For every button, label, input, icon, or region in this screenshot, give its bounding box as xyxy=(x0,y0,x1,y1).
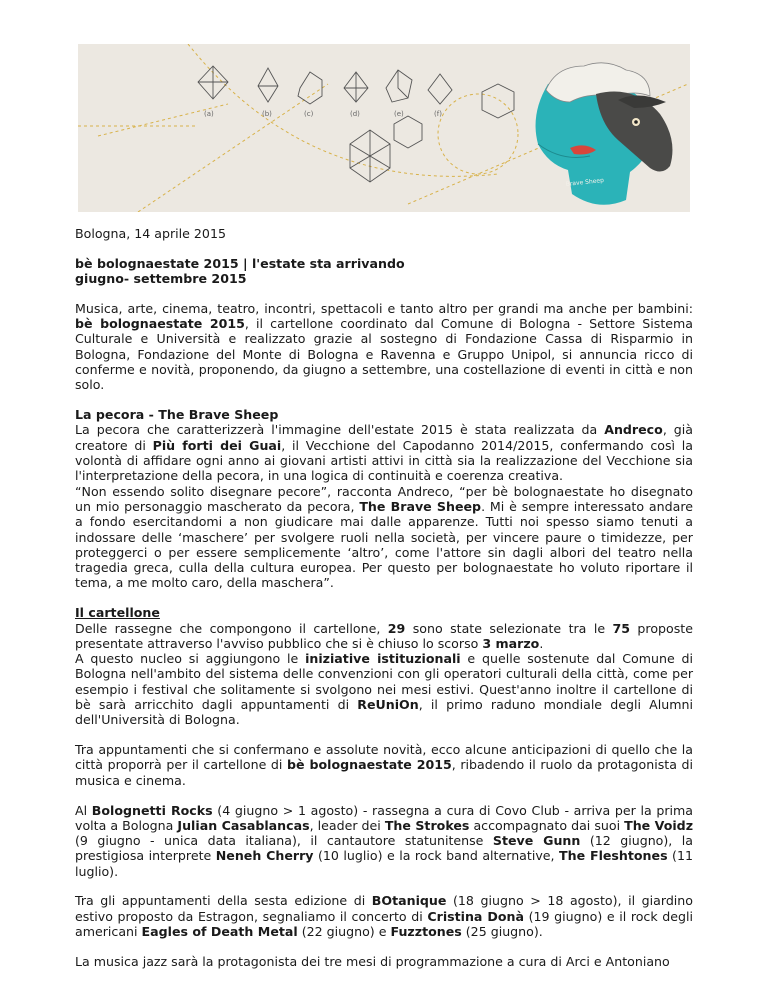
release-title: bè bolognaestate 2015 | l'estate sta arrivando xyxy=(75,255,405,271)
anticipazioni-paragraph: Tra appuntamenti che si confermano e assolute novità, ecco alcune anticipazioni di quello che la città proporrà per il cartellone di bè bolognaestate 2015, ribadendo il ruolo da protagonista di musica e cinema. xyxy=(75,742,693,788)
bolognetti-paragraph: Al Bolognetti Rocks (4 giugno > 1 agosto) - rassegna a cura di Covo Club - arriva per la prima volta a Bologna Julian Casablancas, leader dei The Strokes accompagnato dai suoi The Voidz (9 giugno - unica data italiana), il cantautore statunitense Steve Gunn (12 giugno), la prestigiosa interprete Neneh Cherry (10 luglio) e la rock band alternative, The Fleshtones (11 luglio). xyxy=(75,802,694,879)
intro-paragraph: Musica, arte, cinema, teatro, incontri, spettacoli e tanto altro per grandi ma anche per bambini: bè bolognaestate 2015, il cartellone coordinato dal Comune di Bologna - Settore Sistema Culturale e Università e realizzato grazie al sostegno di Fondazione Cassa di Risparmio in Bologna, Fondazione del Monte di Bologna e Ravenna e Gruppo Unipol, si annuncia ricco di conferme e novità, proponendo, da giugno a settembre, una costellazione di eventi in città e non solo. xyxy=(75,300,694,393)
letter-b: (b) xyxy=(262,110,272,118)
jazz-paragraph: La musica jazz sarà la protagonista dei tre mesi di programmazione a cura di Arci e Antoniano xyxy=(75,953,670,969)
sheep-paragraph-2: “Non essendo solito disegnare pecore”, racconta Andreco, “per bè bolognaestate ho disegnato un mio personaggio mascherato da pecora, The Brave Sheep. Mi è sempre interessato andare a fondo esercitandomi a non giudicare mai dalle apparenze. Tutti noi spesso siamo tenuti a indossare delle ‘maschere’ per svolgere ruoli nella società, per vincere paure o timidezze, per proteggerci o per essere semplicemente ‘altro’, come l'attore sin dagli albori del teatro nella tragedia greca, culla della cultura europea. Per questo per bolognaestate ho voluto riportare il tema, a me molto caro, della maschera”. xyxy=(75,483,693,591)
letter-c: (c) xyxy=(304,110,314,118)
cartellone-paragraph-2: A questo nucleo si aggiungono le iniziative istituzionali e quelle sostenute dal Comune di Bologna nell'ambito del sistema delle convenzioni con gli operatori culturali della città, come per esempio i festival che solitamente si svolgono nei mesi estivi. Quest'anno inoltre il cartellone di bè sarà arricchito dagli appuntamenti di ReUniOn, il primo raduno mondiale degli Alumni dell'Università di Bologna. xyxy=(75,651,694,728)
letter-e: (e) xyxy=(394,110,404,118)
geometric-sheep-artwork xyxy=(78,44,690,212)
cartellone-paragraph-1: Delle rassegne che compongono il cartellone, 29 sono state selezionate tra le 75 proposte presentate attraverso l'avviso pubblico che si è chiuso lo scorso 3 marzo. xyxy=(75,620,693,651)
release-subtitle: giugno- settembre 2015 xyxy=(75,271,247,287)
botanique-paragraph: Tra gli appuntamenti della sesta edizione di BOtanique (18 giugno > 18 agosto), il giardino estivo proposto da Estragon, segnaliamo il concerto di Cristina Donà (19 giugno) e il rock degli americani Eagles of Death Metal (22 giugno) e Fuzztones (25 giugno). xyxy=(75,893,693,940)
letter-f: (f) xyxy=(434,110,442,118)
sheep-paragraph-1: La pecora che caratterizzerà l'immagine dell'estate 2015 è stata realizzata da Andreco, già creatore di Più forti dei Guai, il Vecchione del Capodanno 2014/2015, confermando così la volontà di affidare ogni anno ai giovani artisti attivi in città sia la realizzazione del Vecchione sia l'interpretazione della pecora, in una logica di continuità e coerenza creativa. xyxy=(75,422,693,484)
date-line: Bologna, 14 aprile 2015 xyxy=(75,226,226,241)
artwork-signature: Brave Sheep xyxy=(565,177,605,188)
letter-a: (a) xyxy=(204,110,214,118)
press-release-body xyxy=(75,226,693,969)
cartellone-heading: Il cartellone xyxy=(75,605,160,621)
sheep-section-heading: La pecora - The Brave Sheep xyxy=(75,407,279,423)
letter-d: (d) xyxy=(350,110,360,118)
header-illustration xyxy=(78,44,690,212)
